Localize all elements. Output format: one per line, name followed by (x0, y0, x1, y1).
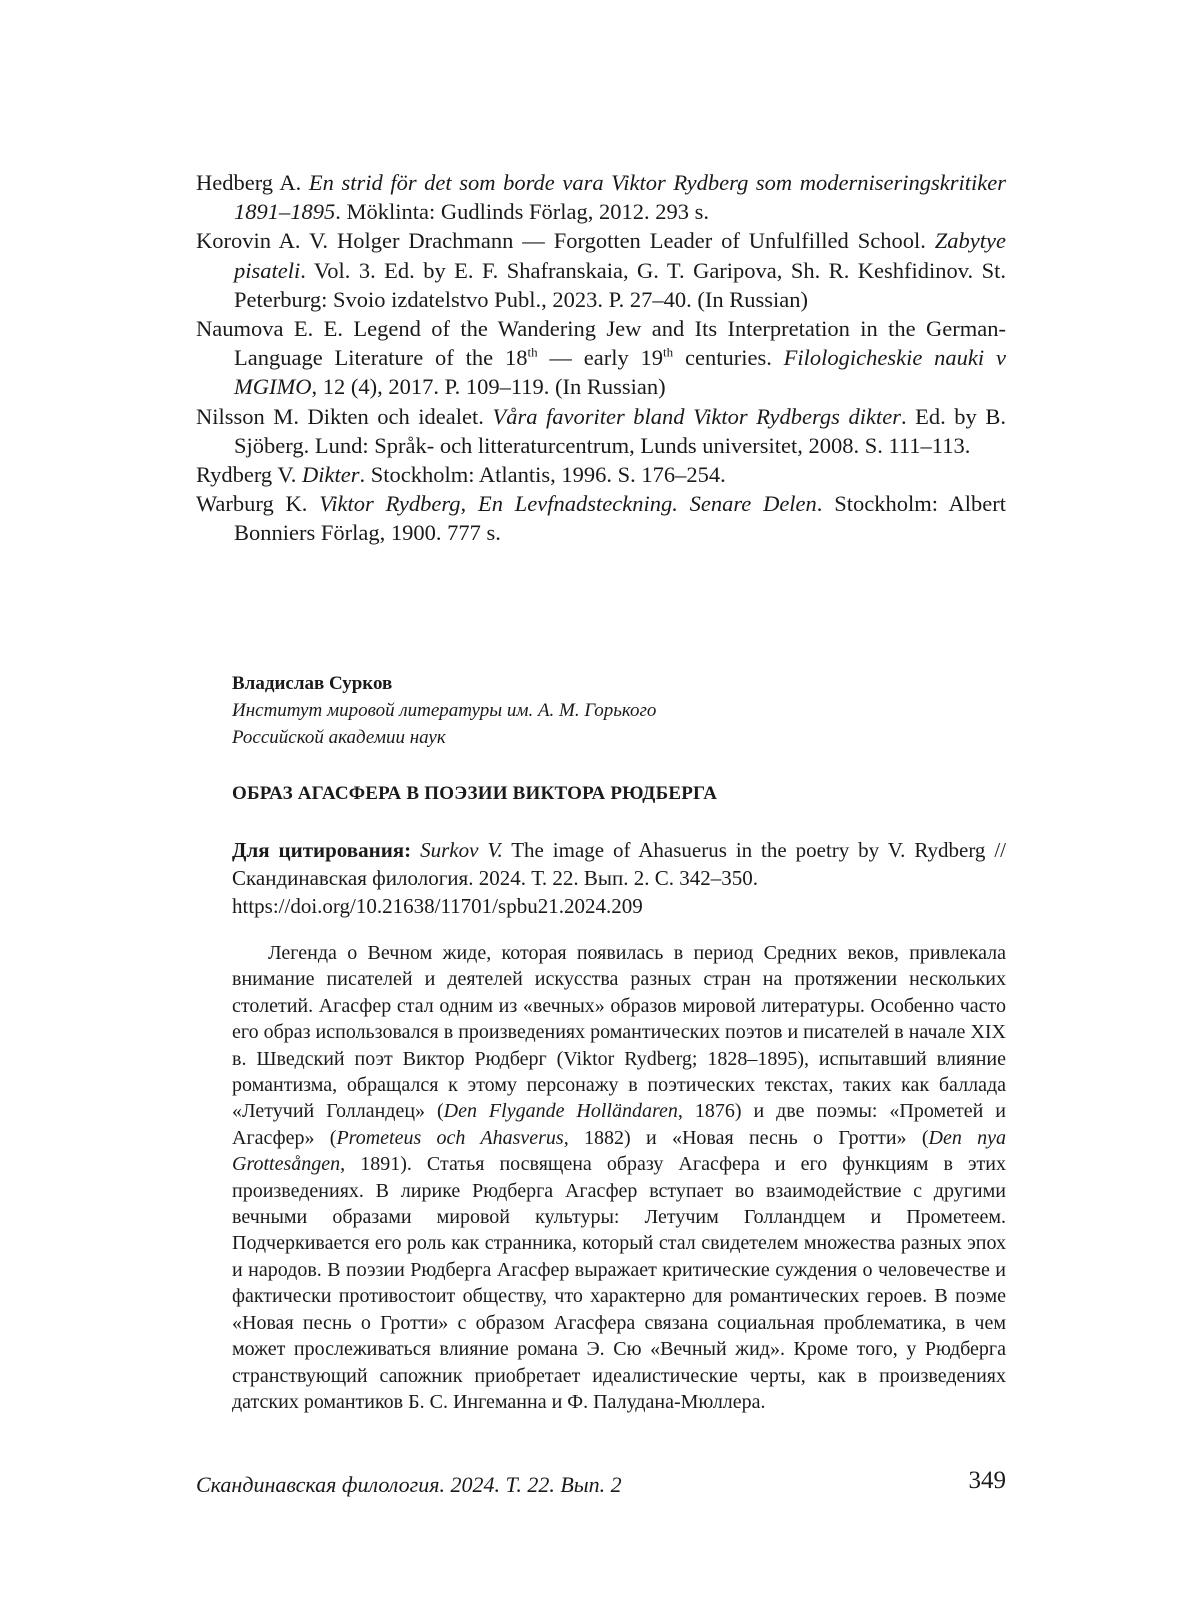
article-title: ОБРАЗ АГАСФЕРА В ПОЭЗИИ ВИКТОРА РЮДБЕРГА (232, 783, 718, 804)
author-affiliation: Российской академии наук (232, 727, 446, 748)
citation-label: Для цитирования: (232, 838, 412, 862)
page-number: 349 (968, 1467, 1006, 1494)
reference-item: Korovin A. V. Holger Drachmann — Forgotten Leader of Unfulfilled School. Zabytye pisateli. Vol. 3. Ed. by E. F. Shafranskaia, G. T. Garipova, Sh. R. Keshfidinov. St. Peterburg: Svoio izdatelstvo Publ., 2023. P. 27–40. (In Russian) (196, 228, 1006, 312)
doi-link[interactable]: https://doi.org/10.21638/11701/spbu21.2024.209 (232, 894, 643, 918)
author-block (232, 670, 1006, 751)
reference-item: Warburg K. Viktor Rydberg, En Levfnadsteckning. Senare Delen. Stockholm: Albert Bonniers Förlag, 1900. 777 s. (196, 491, 1006, 546)
author-name: Владислав Сурков (232, 673, 393, 694)
reference-item: Hedberg A. En strid för det som borde vara Viktor Rydberg som moderniseringskritiker 1891–1895. Möklinta: Gudlinds Förlag, 2012. 293 s. (196, 170, 1006, 225)
reference-list (196, 168, 1006, 548)
footer-journal: Скандинавская филология. 2024. Т. 22. Вып. 2 (196, 1472, 622, 1497)
reference-item: Naumova E. E. Legend of the Wandering Jew and Its Interpretation in the German-Language Literature of the 18th — early 19th centuries. Filologicheskie nauki v MGIMO, 12 (4), 2017. P. 109–119. (In Russian) (196, 316, 1006, 400)
author-affiliation: Институт мировой литературы им. А. М. Горького (232, 700, 657, 721)
reference-item: Nilsson M. Dikten och idealet. Våra favoriter bland Viktor Rydbergs dikter. Ed. by B. Sjöberg. Lund: Språk- och litteraturcentrum, Lunds universitet, 2008. S. 111–113. (196, 403, 1006, 458)
abstract: Легенда о Вечном жиде, которая появилась в период Средних веков, привлекала внимание писателей и деятелей искусства разных стран на протяжении нескольких столетий. Агасфер стал одним из «вечных» образов мировой литературы. Особенно часто его образ использовался в произведениях романтических поэтов и писателей в начале XIX в. Шведский поэт Виктор Рюдберг (Viktor Rydberg; 1828–1895), испытавший влияние романтизма, обращался к этому персонажу в поэтических текстах, таких как баллада «Летучий Голландец» (Den Flygande Holländaren, 1876) и две поэмы: «Прометей и Агасфер» (Prometeus och Ahasverus, 1882) и «Новая песнь о Гротти» (Den nya Grottesången, 1891). Статья посвящена образу Агасфера и его функциям в этих произведениях. В лирике Рюдберга Агасфер вступает во взаимодействие с другими вечными образами мировой культуры: Летучим Голландцем и Прометеем. Подчеркивается его роль как странника, который стал свидетелем множества разных эпох и народов. В поэзии Рюдберга Агасфер выражает критические суждения о человечестве и фактически противостоит обществу, что характерно для романтических героев. В поэме «Новая песнь о Гротти» с образом Агасфера связана социальная проблематика, в чем может прослеживаться влияние романа Э. Сю «Вечный жид». Кроме того, у Рюдберга странствующий сапожник приобретает идеалистические черты, как в произведениях датских романтиков Б. С. Ингеманна и Ф. Палудана-Мюллера. (232, 942, 1007, 1413)
reference-item: Rydberg V. Dikter. Stockholm: Atlantis, 1996. S. 176–254. (196, 462, 726, 488)
citation: Для цитирования: Surkov V. The image of Ahasuerus in the poetry by V. Rydberg // Скандинавская филология. 2024. Т. 22. Вып. 2. С. 342–350. https://doi.org/10.21638/11701/spbu21.2024.209 (232, 838, 1007, 918)
